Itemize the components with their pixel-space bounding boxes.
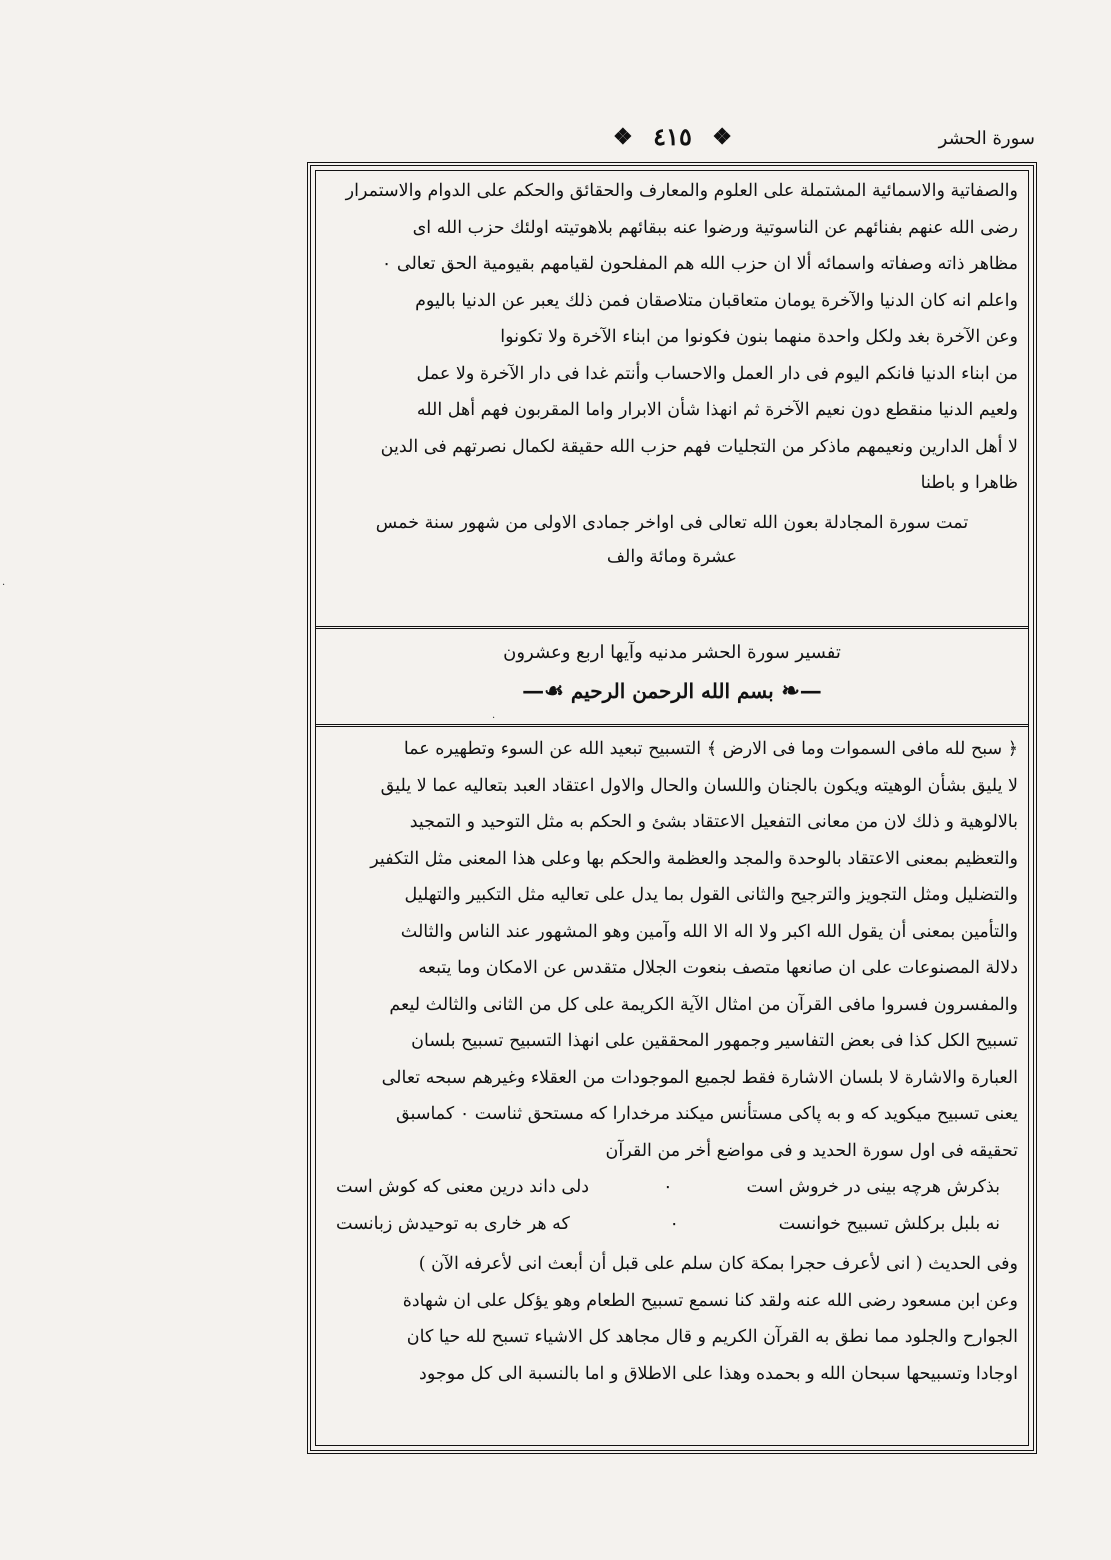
colophon-line: عشرة ومائة والف xyxy=(606,546,738,567)
section-hashr-heading xyxy=(316,629,1028,727)
verse-line xyxy=(316,1169,1028,1206)
hemistich: بذكرش هرچه بينى در خروش است xyxy=(746,1177,1000,1197)
text-line: العبارة والاشارة لا بلسان الاشارة فقط لجميع الموجودات من العقلاء وغيرهم سبحه تعالى xyxy=(381,1067,1018,1088)
text-line: بالالوهية و ذلك لان من معانى التفعيل الاعتقاد بشئ و الحكم به مثل التوحيد و التمجيد xyxy=(409,812,1018,832)
text-line: وعن الآخرة بغد ولكل واحدة منهما بنون فكونوا من ابناء الآخرة ولا تكونوا xyxy=(500,327,1018,347)
text-line: تسبيح الكل كذا فى بعض التفاسير وجمهور المحققين على انهذا التسبيح تسبيح بلسان xyxy=(411,1031,1018,1051)
text-line: ﴿ سبح لله مافى السموات وما فى الارض ﴾ التسبيح تبعيد الله عن السوء وتطهيره عما xyxy=(403,739,1018,759)
text-line: والتأمين بمعنى أن يقول الله اكبر ولا اله الا الله وآمين وهو المشهور عند الناس والثالث xyxy=(400,921,1018,942)
text-line: وعن ابن مسعود رضى الله عنه ولقد كنا نسمع تسبيح الطعام وهو يؤكل على ان شهادة xyxy=(402,1290,1018,1311)
text-line: والصفاتية والاسمائية المشتملة على العلوم والمعارف والحقائق والحكم على الدوام والاستمرار xyxy=(345,181,1018,201)
text-line: دلالة المصنوعات على ان صانعها متصف بنعوت الجلال متقدس عن الامكان وما يتبعه xyxy=(418,958,1018,978)
persian-verses xyxy=(316,1169,1028,1242)
verse-separator: ۰ xyxy=(669,1213,679,1234)
colophon-line: تمت سورة المجادلة بعون الله تعالى فى اواخر جمادى الاولى من شهور سنة خمس xyxy=(375,512,969,533)
verse-separator: ۰ xyxy=(663,1177,673,1197)
hemistich: كه هر خارى به توحيدش زبانست xyxy=(336,1213,570,1234)
text-frame xyxy=(307,162,1037,1454)
running-head-surah-name: سورة الحشر xyxy=(938,128,1035,149)
text-line: لا أهل الدارين ونعيمهم ماذكر من التجليات فهم حزب الله حقيقة لكمال نصرتهم فى الدين xyxy=(380,436,1018,457)
basmala: بسم الله الرحمن الرحيم xyxy=(570,679,774,703)
commentary-block xyxy=(316,727,1028,1169)
commentary-block xyxy=(316,171,1028,502)
section-mujadala-end xyxy=(316,171,1028,629)
commentary-block xyxy=(316,1242,1028,1392)
basmala-line xyxy=(316,671,1028,711)
section-hashr-commentary xyxy=(316,727,1028,1445)
text-line: يعنى تسبيح ميكويد كه و به پاكى مستأنس ميكند مرخدارا كه مستحق ثناست ۰ كماسبق xyxy=(395,1104,1018,1124)
verse-line xyxy=(316,1206,1028,1243)
ornament-icon: ☙— xyxy=(522,678,564,704)
text-line: اوجادا وتسبيحها سبحان الله و بحمده وهذا على الاطلاق و اما بالنسبة الى كل موجود xyxy=(419,1363,1018,1384)
page-number: ❖ ٤١٥ ❖ xyxy=(605,122,740,156)
text-line: تحقيقه فى اول سورة الحديد و فى مواضع أخر من القرآن xyxy=(605,1140,1018,1161)
hemistich: دلى داند درين معنى كه كوش است xyxy=(336,1177,590,1197)
colophon xyxy=(316,506,1028,574)
speck: · xyxy=(2,580,6,591)
text-line: وفى الحديث ( انى لأعرف حجرا بمكة كان سلم على قبل أن أبعث انى لأعرفه الآن ) xyxy=(418,1254,1018,1274)
text-line: والتعظيم بمعنى الاعتقاد بالوحدة والمجد والعظمة والحكم بها وعلى هذا المعنى مثل التكفير xyxy=(370,848,1018,869)
text-line: الجوارح والجلود مما نطق به القرآن الكريم و قال مجاهد كل الاشياء تسبح لله حيا كان xyxy=(406,1327,1018,1347)
text-line: ظاهرا و باطنا xyxy=(920,473,1018,493)
text-line: رضى الله عنهم بفنائهم عن الناسوتية ورضوا عنه ببقائهم بلاهوتيته اولئك حزب الله اى xyxy=(412,217,1018,238)
hemistich: نه بلبل بركلش تسبيح خوانست xyxy=(778,1213,1000,1234)
text-line: والمفسرون فسروا مافى القرآن من امثال الآية الكريمة على كل من الثانى والثالث ليعم xyxy=(389,994,1018,1015)
text-line: لا يليق بشأن الوهيته ويكون بالجنان واللسان والحال والاول اعتقاد العبد بتعاليه عما لا يليق xyxy=(380,775,1018,796)
text-line: مظاهر ذاته وصفاته واسمائه ألا ان حزب الله هم المفلحون لقيامهم بقيومية الحق تعالى ۰ xyxy=(381,254,1018,274)
sura-title: تفسير سورة الحشر مدنيه وآيها اربع وعشرون xyxy=(503,642,841,663)
text-line: من ابناء الدنيا فانكم اليوم فى دار العمل والاحساب وأنتم غدا فى دار الآخرة ولا عمل xyxy=(416,363,1018,384)
text-line: ولعيم الدنيا منقطع دون نعيم الآخرة ثم انهذا شأن الابرار واما المقربون فهم أهل الله xyxy=(416,400,1018,420)
text-line: واعلم انه كان الدنيا والآخرة يومان متعاقبان متلاصقان فمن ذلك يعبر عن الدنيا باليوم xyxy=(415,290,1018,311)
text-line: والتضليل ومثل التجويز والترجيح والثانى القول بما يدل على تعاليه مثل التكبير والتهليل xyxy=(404,885,1018,905)
speck: · xyxy=(492,713,496,724)
inner-frame xyxy=(315,170,1029,1446)
ornament-icon: —❧ xyxy=(773,678,822,704)
page-header xyxy=(300,120,1045,160)
